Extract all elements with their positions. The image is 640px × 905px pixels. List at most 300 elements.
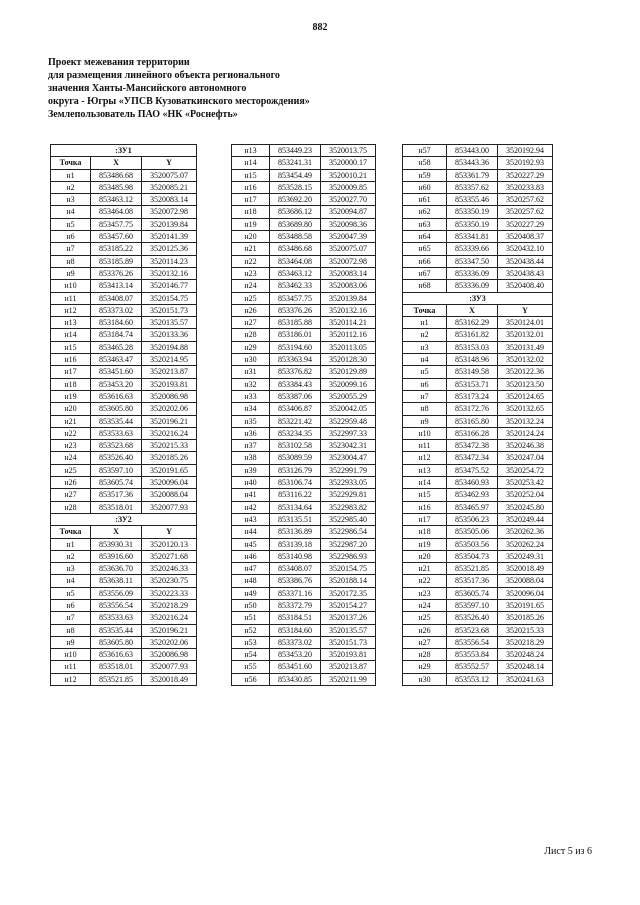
table-row [403, 378, 553, 390]
x-cell: 853166.28 [447, 427, 498, 439]
y-cell: 3520088.04 [142, 489, 197, 501]
x-cell: 853616.63 [91, 649, 142, 661]
point-cell: н6 [403, 378, 447, 390]
point-cell: н55 [232, 661, 270, 673]
point-cell: н68 [403, 280, 447, 292]
point-cell: н14 [51, 329, 91, 341]
y-cell: 3520112.16 [321, 329, 376, 341]
table-row [403, 403, 553, 415]
x-cell: 853376.82 [270, 366, 321, 378]
point-cell: н35 [232, 415, 270, 427]
x-cell: 853387.06 [270, 390, 321, 402]
point-cell: н3 [403, 341, 447, 353]
x-cell: 853533.63 [91, 427, 142, 439]
y-cell: 3520192.94 [498, 145, 553, 157]
point-cell: н5 [51, 587, 91, 599]
table-row [232, 501, 376, 513]
y-cell: 3520271.68 [142, 550, 197, 562]
point-cell: н11 [403, 440, 447, 452]
y-cell: 3520135.57 [321, 624, 376, 636]
x-cell: 853462.93 [447, 489, 498, 501]
x-cell: 853518.01 [91, 661, 142, 673]
point-cell: н30 [403, 673, 447, 685]
point-cell: н26 [403, 624, 447, 636]
y-cell: 3520010.21 [321, 169, 376, 181]
x-cell: 853451.60 [91, 366, 142, 378]
y-cell: 3520009.85 [321, 181, 376, 193]
x-cell: 853136.89 [270, 526, 321, 538]
table-row [51, 169, 197, 181]
point-cell: н16 [51, 354, 91, 366]
y-cell: 3520213.87 [142, 366, 197, 378]
point-cell: н22 [403, 575, 447, 587]
point-cell: н4 [51, 575, 91, 587]
y-cell: 3520146.77 [142, 280, 197, 292]
table-row [403, 366, 553, 378]
table-row [51, 477, 197, 489]
table-row [51, 267, 197, 279]
y-cell: 3520151.73 [321, 636, 376, 648]
y-cell: 3520137.26 [321, 612, 376, 624]
point-cell: н17 [403, 513, 447, 525]
table-row [232, 587, 376, 599]
table-row [51, 329, 197, 341]
y-cell: 3520083.14 [321, 267, 376, 279]
table-row [403, 145, 553, 157]
y-cell: 3522933.05 [321, 477, 376, 489]
point-cell: н19 [232, 218, 270, 230]
y-cell: 3520129.89 [321, 366, 376, 378]
x-cell: 853528.15 [270, 181, 321, 193]
point-cell: н8 [51, 255, 91, 267]
table-row [232, 317, 376, 329]
point-cell: н1 [403, 317, 447, 329]
point-cell: н44 [232, 526, 270, 538]
point-cell: н25 [232, 292, 270, 304]
column-header-row [403, 304, 553, 316]
y-cell: 3520249.31 [498, 550, 553, 562]
y-cell: 3522985.40 [321, 513, 376, 525]
x-cell: 853172.76 [447, 403, 498, 415]
y-cell: 3520096.04 [142, 477, 197, 489]
point-cell: н41 [232, 489, 270, 501]
table-row [51, 341, 197, 353]
table-row [403, 181, 553, 193]
table-row [403, 501, 553, 513]
point-cell: н43 [232, 513, 270, 525]
table-row [232, 206, 376, 218]
x-cell: 853148.96 [447, 354, 498, 366]
x-cell: 853505.06 [447, 526, 498, 538]
point-cell: н1 [51, 538, 91, 550]
y-cell: 3520114.23 [142, 255, 197, 267]
point-cell: н2 [51, 181, 91, 193]
x-cell: 853463.47 [91, 354, 142, 366]
y-cell: 3520132.16 [321, 304, 376, 316]
point-cell: н15 [403, 489, 447, 501]
point-cell: н8 [403, 403, 447, 415]
y-cell: 3520132.65 [498, 403, 553, 415]
table-row [51, 366, 197, 378]
table-row [232, 403, 376, 415]
y-cell: 3520192.93 [498, 157, 553, 169]
column-header-row [51, 526, 197, 538]
y-cell: 3520253.42 [498, 477, 553, 489]
table-row [51, 624, 197, 636]
table-row [403, 624, 553, 636]
y-cell: 3520042.05 [321, 403, 376, 415]
x-cell: 853241.31 [270, 157, 321, 169]
point-cell: н16 [232, 181, 270, 193]
point-cell: н24 [51, 452, 91, 464]
x-cell: 853556.54 [447, 636, 498, 648]
y-cell: 3520154.75 [142, 292, 197, 304]
x-cell: 853454.49 [270, 169, 321, 181]
y-cell: 3523004.47 [321, 452, 376, 464]
header-line: округа - Югры «УПСВ Кузоваткинского месторождения» [48, 96, 310, 107]
x-cell: 853336.09 [447, 280, 498, 292]
point-cell: н20 [51, 403, 91, 415]
table-row [403, 354, 553, 366]
x-header: X [91, 526, 142, 538]
y-cell: 3522991.79 [321, 464, 376, 476]
y-cell: 3520262.36 [498, 526, 553, 538]
x-cell: 853597.10 [447, 599, 498, 611]
point-cell: н18 [232, 206, 270, 218]
section-header-row [51, 513, 197, 525]
y-cell: 3520077.93 [142, 661, 197, 673]
x-cell: 853930.31 [91, 538, 142, 550]
x-cell: 853372.79 [270, 599, 321, 611]
x-cell: 853457.75 [270, 292, 321, 304]
point-cell: н5 [51, 218, 91, 230]
x-cell: 853153.71 [447, 378, 498, 390]
table-row [403, 513, 553, 525]
table-row [232, 673, 376, 685]
y-cell: 3520193.81 [321, 649, 376, 661]
table-row [232, 489, 376, 501]
x-cell: 853451.60 [270, 661, 321, 673]
table-row [403, 538, 553, 550]
x-cell: 853430.85 [270, 673, 321, 685]
y-cell: 3520132.16 [142, 267, 197, 279]
point-cell: н15 [232, 169, 270, 181]
x-cell: 853517.36 [91, 489, 142, 501]
table-row [232, 575, 376, 587]
y-cell: 3520218.29 [498, 636, 553, 648]
y-cell: 3520257.62 [498, 206, 553, 218]
table-row [51, 489, 197, 501]
table-row [51, 587, 197, 599]
point-cell: н26 [51, 477, 91, 489]
point-cell: н42 [232, 501, 270, 513]
point-cell: н54 [232, 649, 270, 661]
y-cell: 3520185.26 [142, 452, 197, 464]
point-cell: н21 [403, 563, 447, 575]
y-cell: 3520408.37 [498, 231, 553, 243]
table-row [232, 218, 376, 230]
x-cell: 853341.81 [447, 231, 498, 243]
point-cell: н29 [403, 661, 447, 673]
point-cell: н51 [232, 612, 270, 624]
point-cell: н12 [403, 452, 447, 464]
y-cell: 3520085.21 [142, 181, 197, 193]
point-cell: н21 [51, 415, 91, 427]
table-row [232, 341, 376, 353]
y-cell: 3520215.33 [498, 624, 553, 636]
point-cell: н49 [232, 587, 270, 599]
point-cell: н23 [51, 440, 91, 452]
y-cell: 3522987.20 [321, 538, 376, 550]
point-cell: н16 [403, 501, 447, 513]
x-cell: 853376.26 [270, 304, 321, 316]
table-row [51, 231, 197, 243]
point-cell: н1 [51, 169, 91, 181]
x-cell: 853553.84 [447, 649, 498, 661]
y-header: Y [142, 526, 197, 538]
point-cell: н23 [232, 267, 270, 279]
x-cell: 853463.12 [91, 194, 142, 206]
table-row [403, 599, 553, 611]
table-row [51, 415, 197, 427]
table-row [232, 415, 376, 427]
point-cell: н11 [51, 661, 91, 673]
x-cell: 853689.80 [270, 218, 321, 230]
x-cell: 853462.33 [270, 280, 321, 292]
table-row [51, 354, 197, 366]
point-cell: н7 [51, 612, 91, 624]
point-cell: н2 [403, 329, 447, 341]
x-cell: 853605.80 [91, 403, 142, 415]
table-row [232, 513, 376, 525]
table-row [51, 661, 197, 673]
point-cell: н20 [232, 231, 270, 243]
y-cell: 3520013.75 [321, 145, 376, 157]
y-cell: 3520135.57 [142, 317, 197, 329]
y-cell: 3520438.43 [498, 267, 553, 279]
point-cell: н34 [232, 403, 270, 415]
table-row [403, 243, 553, 255]
point-cell: н66 [403, 255, 447, 267]
table-row [51, 612, 197, 624]
x-cell: 853521.85 [91, 673, 142, 685]
x-cell: 853363.94 [270, 354, 321, 366]
point-cell: н10 [51, 280, 91, 292]
table-row [403, 341, 553, 353]
point-cell: н31 [232, 366, 270, 378]
table-row [403, 218, 553, 230]
x-cell: 853916.60 [91, 550, 142, 562]
point-cell: н37 [232, 440, 270, 452]
point-cell: н27 [232, 317, 270, 329]
x-cell: 853518.01 [91, 501, 142, 513]
point-cell: н3 [51, 563, 91, 575]
point-cell: н5 [403, 366, 447, 378]
x-cell: 853161.82 [447, 329, 498, 341]
x-cell: 853173.24 [447, 390, 498, 402]
x-cell: 853234.35 [270, 427, 321, 439]
point-cell: н21 [232, 243, 270, 255]
x-cell: 853460.93 [447, 477, 498, 489]
coordinates-table-2 [231, 144, 376, 686]
y-cell: 3520193.81 [142, 378, 197, 390]
y-cell: 3520191.65 [498, 599, 553, 611]
y-cell: 3520214.95 [142, 354, 197, 366]
table-row [403, 526, 553, 538]
table-row [51, 452, 197, 464]
point-cell: н28 [51, 501, 91, 513]
y-cell: 3520114.21 [321, 317, 376, 329]
y-cell: 3520211.99 [321, 673, 376, 685]
x-cell: 853472.34 [447, 452, 498, 464]
table-row [403, 477, 553, 489]
point-cell: н47 [232, 563, 270, 575]
y-cell: 3520124.01 [498, 317, 553, 329]
point-cell: н14 [403, 477, 447, 489]
y-cell: 3520072.98 [142, 206, 197, 218]
point-cell: н65 [403, 243, 447, 255]
point-cell: н18 [403, 526, 447, 538]
table-row [232, 624, 376, 636]
table-row [232, 477, 376, 489]
table-row [232, 452, 376, 464]
y-cell: 3520132.02 [498, 354, 553, 366]
table-row [232, 243, 376, 255]
header-line: Землепользователь ПАО «НК «Роснефть» [48, 109, 238, 120]
table-row [232, 427, 376, 439]
x-cell: 853185.89 [91, 255, 142, 267]
table-row [51, 403, 197, 415]
y-cell: 3520113.05 [321, 341, 376, 353]
y-cell: 3520438.44 [498, 255, 553, 267]
table-row [403, 169, 553, 181]
x-cell: 853185.88 [270, 317, 321, 329]
y-cell: 3520120.13 [142, 538, 197, 550]
x-cell: 853350.19 [447, 206, 498, 218]
y-cell: 3520086.98 [142, 390, 197, 402]
section-header-row [51, 145, 197, 157]
y-cell: 3520132.24 [498, 415, 553, 427]
y-cell: 3520128.30 [321, 354, 376, 366]
point-cell: н48 [232, 575, 270, 587]
table-row [403, 157, 553, 169]
table-row [51, 538, 197, 550]
table-row [403, 575, 553, 587]
table-row [403, 464, 553, 476]
x-cell: 853165.80 [447, 415, 498, 427]
point-cell: н22 [232, 255, 270, 267]
table-row [403, 267, 553, 279]
point-cell: н38 [232, 452, 270, 464]
y-cell: 3520194.88 [142, 341, 197, 353]
x-cell: 853184.51 [270, 612, 321, 624]
x-cell: 853552.57 [447, 661, 498, 673]
x-cell: 853453.20 [91, 378, 142, 390]
y-cell: 3520055.29 [321, 390, 376, 402]
table-row [51, 317, 197, 329]
point-cell: н9 [51, 267, 91, 279]
point-cell: н46 [232, 550, 270, 562]
point-cell: н59 [403, 169, 447, 181]
table-row [403, 563, 553, 575]
y-cell: 3520075.07 [142, 169, 197, 181]
point-header: Точка [51, 526, 91, 538]
x-cell: 853506.23 [447, 513, 498, 525]
y-cell: 3520122.36 [498, 366, 553, 378]
point-cell: н67 [403, 267, 447, 279]
point-cell: н10 [403, 427, 447, 439]
y-cell: 3520154.75 [321, 563, 376, 575]
y-cell: 3520000.17 [321, 157, 376, 169]
x-cell: 853521.85 [447, 563, 498, 575]
table-row [232, 440, 376, 452]
y-cell: 3520083.06 [321, 280, 376, 292]
table-row [51, 599, 197, 611]
point-cell: н15 [51, 341, 91, 353]
y-cell: 3520172.35 [321, 587, 376, 599]
x-cell: 853386.76 [270, 575, 321, 587]
y-cell: 3520018.49 [498, 563, 553, 575]
point-cell: н8 [51, 624, 91, 636]
point-cell: н7 [51, 243, 91, 255]
x-cell: 853347.50 [447, 255, 498, 267]
table-row [403, 587, 553, 599]
y-cell: 3522929.81 [321, 489, 376, 501]
x-cell: 853106.74 [270, 477, 321, 489]
table-row [403, 489, 553, 501]
table-row [232, 526, 376, 538]
x-cell: 853517.36 [447, 575, 498, 587]
x-cell: 853597.10 [91, 464, 142, 476]
point-cell: н64 [403, 231, 447, 243]
y-cell: 3523042.31 [321, 440, 376, 452]
y-cell: 3520188.14 [321, 575, 376, 587]
x-cell: 853453.20 [270, 649, 321, 661]
x-cell: 853449.23 [270, 145, 321, 157]
document-header [48, 56, 468, 121]
x-cell: 853472.38 [447, 440, 498, 452]
table-row [232, 280, 376, 292]
point-cell: н25 [51, 464, 91, 476]
x-cell: 853553.12 [447, 673, 498, 685]
section-label: :ЗУ1 [51, 145, 197, 157]
x-cell: 853134.64 [270, 501, 321, 513]
x-cell: 853139.18 [270, 538, 321, 550]
x-cell: 853126.79 [270, 464, 321, 476]
point-cell: н6 [51, 231, 91, 243]
table-row [51, 304, 197, 316]
table-row [232, 661, 376, 673]
y-cell: 3522986.93 [321, 550, 376, 562]
table-row [403, 194, 553, 206]
point-cell: н25 [403, 612, 447, 624]
x-cell: 853194.60 [270, 341, 321, 353]
y-cell: 3520096.04 [498, 587, 553, 599]
point-cell: н10 [51, 649, 91, 661]
x-cell: 853504.73 [447, 550, 498, 562]
table-row [232, 169, 376, 181]
x-cell: 853556.09 [91, 587, 142, 599]
x-cell: 853350.19 [447, 218, 498, 230]
point-cell: н57 [403, 145, 447, 157]
y-cell: 3520246.33 [142, 563, 197, 575]
table-row [232, 599, 376, 611]
y-cell: 3520202.06 [142, 636, 197, 648]
point-cell: н28 [403, 649, 447, 661]
y-cell: 3520027.70 [321, 194, 376, 206]
table-row [403, 673, 553, 685]
x-cell: 853526.40 [91, 452, 142, 464]
